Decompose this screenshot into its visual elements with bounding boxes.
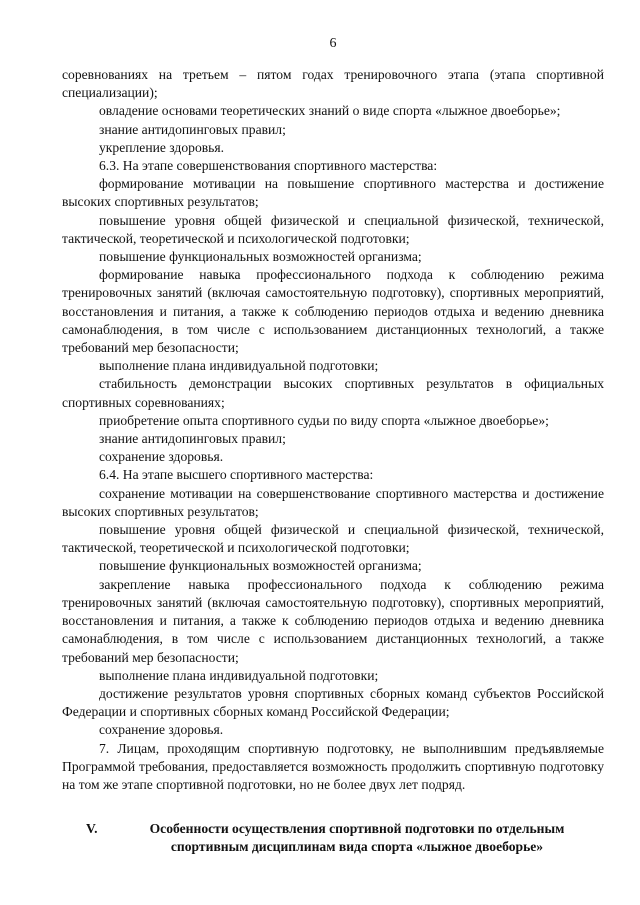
paragraph: повышение уровня общей физической и специальной физической, технической, тактической, теоретической и психологической подготовки;: [62, 522, 604, 556]
paragraph: сохранение здоровья.: [99, 722, 224, 738]
paragraph: повышение функциональных возможностей организма;: [99, 558, 422, 574]
section-heading: [62, 820, 604, 856]
paragraph: закрепление навыка профессионального подхода к соблюдению режима тренировочных занятий (включая самостоятельную подготовку), спортивных мероприятий, восстановления и питания, а также к соблюдению периодов отдыха и ведению дневника самонаблюдения, в том числе с использованием дистанционных технологий, а также требований мер безопасности;: [62, 576, 604, 665]
paragraph: 6.4. На этапе высшего спортивного мастерства:: [99, 467, 374, 483]
paragraph: повышение функциональных возможностей организма;: [99, 249, 422, 265]
paragraph: 6.3. На этапе совершенствования спортивного мастерства:: [99, 158, 438, 174]
paragraph: стабильность демонстрации высоких спортивных результатов в официальных спортивных соревнованиях;: [62, 376, 604, 410]
paragraph: знание антидопинговых правил;: [99, 121, 286, 137]
paragraph: сохранение мотивации на совершенствование спортивного мастерства и достижение высоких спортивных результатов;: [62, 485, 604, 519]
paragraph: выполнение плана индивидуальной подготовки;: [99, 358, 379, 374]
paragraph: сохранение здоровья.: [99, 449, 224, 465]
paragraph: формирование мотивации на повышение спортивного мастерства и достижение высоких спортивных результатов;: [62, 176, 604, 210]
paragraph: повышение уровня общей физической и специальной физической, технической, тактической, теоретической и психологической подготовки;: [62, 212, 604, 246]
document-body: [62, 66, 604, 794]
paragraph: приобретение опыта спортивного судьи по виду спорта «лыжное двоеборье»;: [99, 412, 549, 428]
paragraph: соревнованиях на третьем – пятом годах тренировочного этапа (этапа спортивной специализации);: [62, 67, 604, 101]
paragraph: укрепление здоровья.: [99, 139, 225, 155]
paragraph: 7. Лицам, проходящим спортивную подготовку, не выполнившим предъявляемые Программой требования, предоставляется возможность продолжить спортивную подготовку на том же этапе спортивной подготовки, но не более двух лет подряд.: [62, 740, 604, 792]
section-number: V.: [86, 821, 98, 837]
section-title: Особенности осуществления спортивной подготовки по отдельным спортивным дисциплинам вида спорта «лыжное двоеборье»: [149, 821, 565, 855]
page-number: 6: [329, 36, 337, 51]
paragraph: знание антидопинговых правил;: [99, 431, 286, 447]
paragraph: овладение основами теоретических знаний о виде спорта «лыжное двоеборье»;: [99, 103, 561, 119]
paragraph: формирование навыка профессионального подхода к соблюдению режима тренировочных занятий (включая самостоятельную подготовку), спортивных мероприятий, восстановления и питания, а также к соблюдению периодов отдыха и ведению дневника самонаблюдения, в том числе с использованием дистанционных технологий, а также требований мер безопасности;: [62, 267, 604, 356]
paragraph: выполнение плана индивидуальной подготовки;: [99, 667, 379, 683]
paragraph: достижение результатов уровня спортивных сборных команд субъектов Российской Федерации и спортивных сборных команд Российской Федерации;: [62, 685, 604, 720]
